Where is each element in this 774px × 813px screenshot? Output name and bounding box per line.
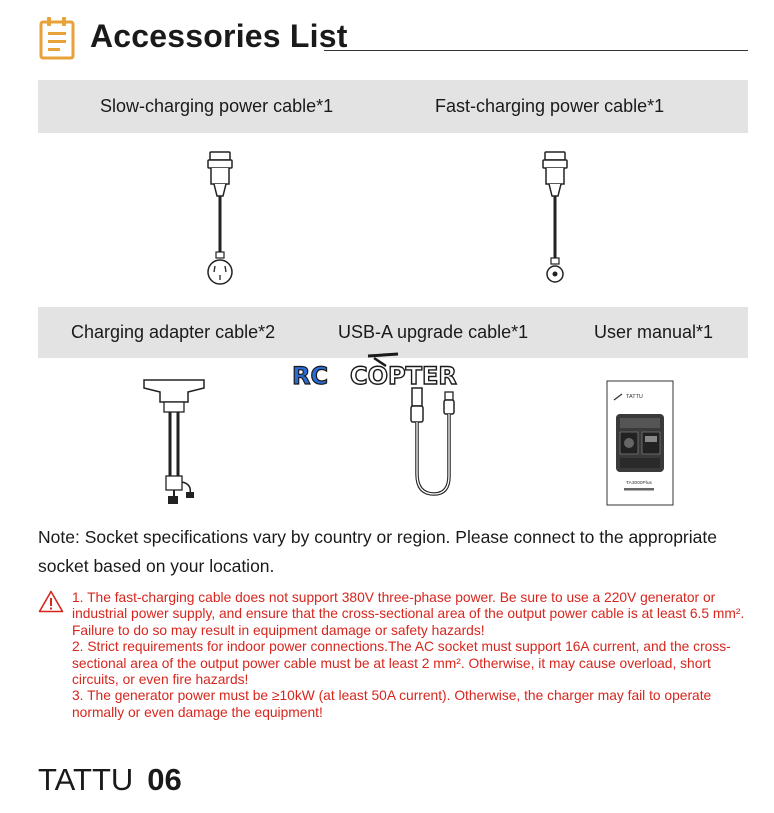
charging-adapter-cable-illustration bbox=[140, 372, 208, 508]
watermark-text-copter: COPTER bbox=[350, 362, 457, 390]
rc-copter-watermark-logo bbox=[290, 350, 486, 394]
manual-model: TA3000Plus bbox=[626, 481, 652, 486]
footer-brand: TATTU bbox=[38, 762, 134, 797]
socket-note: Note: Socket specifications vary by country or region. Please connect to the appropriate socket based on your location. bbox=[38, 527, 717, 576]
accessory-row-1-header bbox=[38, 80, 748, 133]
section-header bbox=[38, 14, 748, 64]
usb-a-cable-illustration bbox=[400, 384, 470, 500]
warning-triangle-icon bbox=[38, 590, 64, 613]
slow-charging-cable-illustration bbox=[195, 148, 245, 288]
warning-item-2: 2. Strict requirements for indoor power connections.The AC socket must support 16A current, and the cross-sectional area of the output power cable must be at least 2 mm². Otherwise, it may cause overload, short circuits, or even fire hazards! bbox=[72, 639, 731, 688]
warning-item-1: 1. The fast-charging cable does not support 380V three-phase power. Be sure to use a 220V generator or industrial power supply, and ensure that the cross-sectional area of the output power cable is at least 6.5 mm². Failure to do so may result in equipment damage or safety hazards! bbox=[72, 590, 745, 638]
page-footer bbox=[38, 762, 182, 798]
accessory-label-user-manual: User manual*1 bbox=[594, 322, 714, 342]
fast-charging-cable-illustration bbox=[530, 148, 580, 288]
accessory-label-slow-cable: Slow-charging power cable*1 bbox=[100, 96, 334, 116]
accessory-label-usb-cable: USB-A upgrade cable*1 bbox=[338, 322, 529, 342]
user-manual-illustration bbox=[606, 380, 674, 506]
clipboard-list-icon bbox=[38, 16, 78, 60]
manual-brand: TATTU bbox=[626, 394, 643, 400]
title-underline bbox=[324, 50, 748, 51]
warning-text bbox=[72, 590, 748, 721]
page-title: Accessories List bbox=[90, 18, 348, 54]
watermark-text-rc: RC bbox=[292, 362, 329, 390]
page-number: 06 bbox=[147, 762, 182, 797]
accessory-label-fast-cable: Fast-charging power cable*1 bbox=[435, 96, 665, 116]
warning-item-3: 3. The generator power must be ≥10kW (at least 50A current). Otherwise, the charger may fail to operate normally or even damage the equipment! bbox=[72, 688, 712, 720]
accessory-label-adapter-cable: Charging adapter cable*2 bbox=[71, 322, 276, 342]
